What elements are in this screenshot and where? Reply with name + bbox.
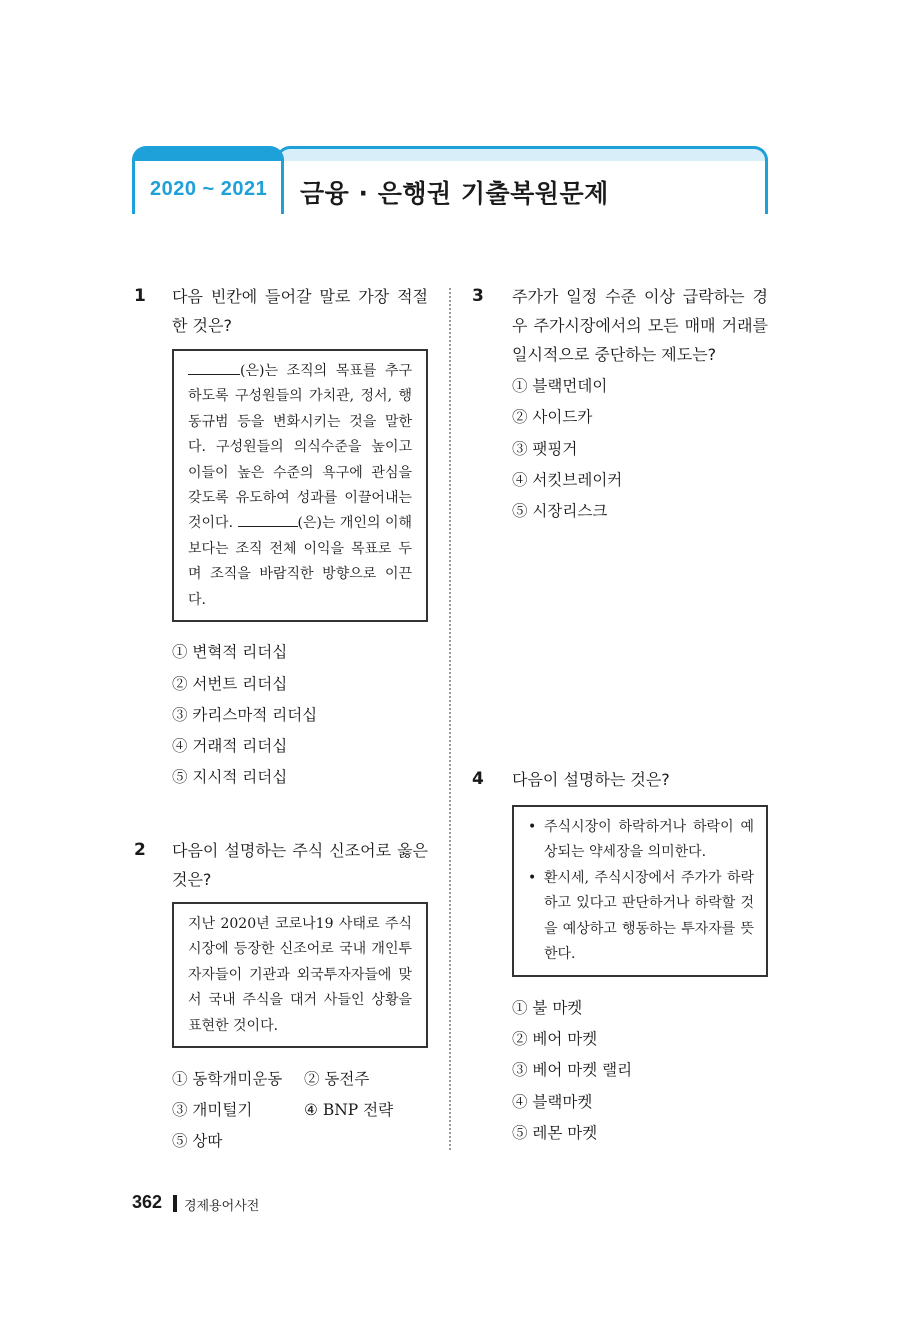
question-3-option-3[interactable]: ③ 팻핑거	[512, 440, 578, 458]
question-1-text: 다음 빈칸에 들어갈 말로 가장 적절한 것은?	[172, 287, 428, 335]
question-3-option-5[interactable]: ⑤ 시장리스크	[512, 502, 608, 520]
question-1-option-3[interactable]: ③ 카리스마적 리더십	[172, 706, 318, 724]
question-1-option-4[interactable]: ④ 거래적 리더십	[172, 737, 288, 755]
question-3-option-1[interactable]: ① 블랙먼데이	[512, 377, 608, 395]
question-1-option-1[interactable]: ① 변혁적 리더십	[172, 643, 288, 661]
question-3-option-4[interactable]: ④ 서킷브레이커	[512, 471, 623, 489]
question-1-passage	[172, 349, 428, 622]
question-3-text: 주가가 일정 수준 이상 급락하는 경우 주가시장에서의 모든 매매 거래를 일시적으로 중단하는 제도는?	[512, 287, 768, 364]
question-1-passage-b: (은)는 개인의 이해보다는 조직 전체 이익을 목표로 두며 조직을 바람직한 방향으로 이끈다.	[188, 515, 413, 608]
question-4-option-5[interactable]: ⑤ 레몬 마켓	[512, 1124, 598, 1142]
question-4-number: 4	[472, 769, 484, 789]
question-2-option-1[interactable]: ① 동학개미운동	[172, 1070, 283, 1088]
page-number: 362	[132, 1192, 163, 1212]
question-2-option-5[interactable]: ⑤ 상따	[172, 1132, 223, 1150]
question-4-passage	[512, 805, 768, 977]
question-4-option-4[interactable]: ④ 블랙마켓	[512, 1093, 593, 1111]
question-1-passage-a: (은)는 조직의 목표를 추구하도록 구성원들의 가치관, 정서, 행동규범 등을 변화시키는 것을 말한다. 구성원들의 의식수준을 높이고 이들이 높은 수준의 욕구에 관심을 갖도록 유도하여 성과를 이끌어내는 것이다.	[188, 363, 412, 532]
question-2-option-4[interactable]: ④ BNP 전략	[304, 1101, 394, 1119]
book-title: 경제용어사전	[184, 1199, 260, 1214]
question-4-option-2[interactable]: ② 베어 마켓	[512, 1030, 598, 1048]
question-4-option-1[interactable]: ① 불 마켓	[512, 999, 583, 1017]
question-3-number: 3	[472, 286, 484, 306]
question-1-option-5[interactable]: ⑤ 지시적 리더십	[172, 768, 288, 786]
question-1-number: 1	[134, 286, 146, 306]
header-years: 2020 ~ 2021	[150, 178, 268, 200]
blank-2	[238, 512, 298, 527]
question-4-bullet-2: • 환시세, 주식시장에서 주가가 하락하고 있다고 판단하거나 하락할 것을 예상하고 행동하는 투자자를 뜻한다.	[526, 866, 754, 968]
question-4-option-3[interactable]: ③ 베어 마켓 랠리	[512, 1061, 633, 1079]
page-title: 금융 · 은행권 기출복원문제	[300, 179, 609, 208]
question-2-text: 다음이 설명하는 주식 신조어로 옳은 것은?	[172, 841, 428, 889]
footer-divider	[173, 1195, 177, 1212]
question-1-option-2[interactable]: ② 서번트 리더십	[172, 675, 288, 693]
question-2-option-3[interactable]: ③ 개미털기	[172, 1101, 253, 1119]
question-3-option-2[interactable]: ② 사이드카	[512, 408, 593, 426]
question-4-text: 다음이 설명하는 것은?	[512, 770, 670, 789]
question-4-bullet-1: • 주식시장이 하락하거나 하락이 예상되는 약세장을 의미한다.	[526, 815, 754, 866]
question-2-option-2[interactable]: ② 동전주	[304, 1070, 370, 1088]
question-2-number: 2	[134, 840, 146, 860]
question-2-passage: 지난 2020년 코로나19 사태로 주식시장에 등장한 신조어로 국내 개인투자자들이 기관과 외국투자자들에 맞서 국내 주식을 대거 사들인 상황을 표현한 것이다.	[172, 902, 428, 1048]
column-divider	[449, 288, 451, 1150]
blank-1	[188, 360, 240, 375]
